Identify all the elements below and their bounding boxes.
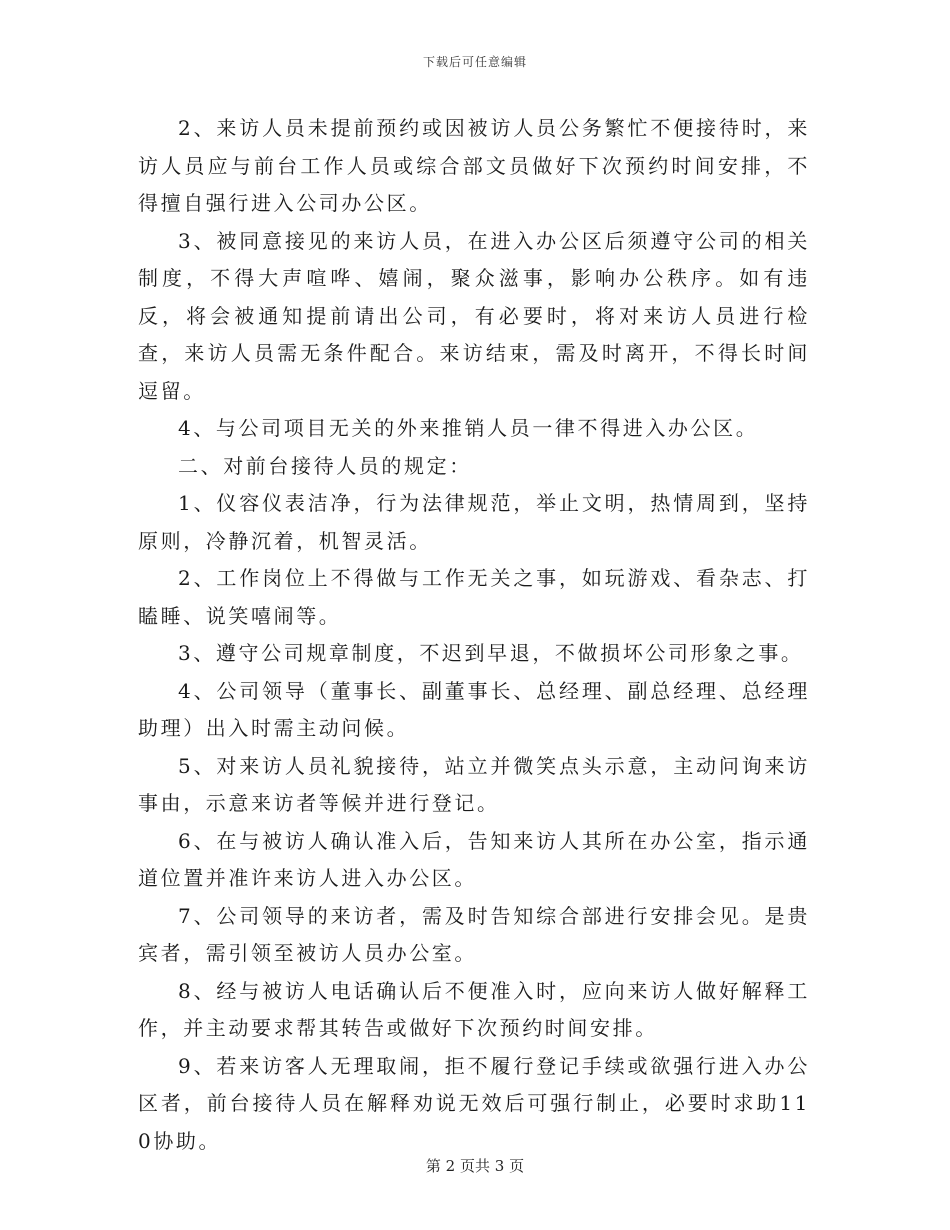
paragraph-rule-unruly-visitors: 9、若来访客人无理取闹，拒不履行登记手续或欲强行进入办公区者，前台接待人员在解释劝说无效后可强行制止，必要时求助110协助。	[138, 1053, 810, 1153]
section-heading-reception-rules: 二、对前台接待人员的规定：	[178, 453, 472, 478]
paragraph-rule-greet-leaders: 4、公司领导（董事长、副董事长、总经理、副总经理、总经理助理）出入时需主动问候。	[138, 678, 810, 740]
paragraph-visitor-no-appointment: 2、来访人员未提前预约或因被访人员公务繁忙不便接待时，来访人员应与前台工作人员或综合部文员做好下次预约时间安排，不得擅自强行进入公司办公区。	[138, 116, 810, 215]
paragraph-rule-entry-denied: 8、经与被访人电话确认后不便准入时，应向来访人做好解释工作，并主动要求帮其转告或做好下次预约时间安排。	[138, 978, 810, 1040]
paragraph-rule-courteous-reception: 5、对来访人员礼貌接待，站立并微笑点头示意，主动问询来访事由，示意来访者等候并进行登记。	[138, 753, 810, 815]
paragraph-rule-appearance: 1、仪容仪表洁净，行为法律规范，举止文明，热情周到，坚持原则，冷静沉着，机智灵活。	[138, 491, 810, 553]
paragraph-rule-leader-visitors: 7、公司领导的来访者，需及时告知综合部进行安排会见。是贵宾者，需引领至被访人员办公室。	[138, 903, 810, 965]
paragraph-salespeople: 4、与公司项目无关的外来推销人员一律不得进入办公区。	[178, 416, 759, 440]
page-header: 下载后可任意编辑	[422, 55, 527, 69]
paragraph-rule-no-unrelated-work: 2、工作岗位上不得做与工作无关之事，如玩游戏、看杂志、打瞌睡、说笑嘻闹等。	[138, 566, 810, 628]
document-body	[138, 110, 810, 1160]
paragraph-rule-confirm-entry: 6、在与被访人确认准入后，告知来访人其所在办公室，指示通道位置并准许来访人进入办公区。	[138, 828, 810, 890]
paragraph-rule-regulations: 3、遵守公司规章制度，不迟到早退，不做损坏公司形象之事。	[178, 641, 804, 665]
paragraph-visitor-conduct: 3、被同意接见的来访人员，在进入办公区后须遵守公司的相关制度，不得大声喧哗、嬉闹，聚众滋事，影响办公秩序。如有违反，将会被通知提前请出公司，有必要时，将对来访人员进行检查，来访人员需无条件配合。来访结束，需及时离开，不得长时间逗留。	[138, 228, 810, 403]
page-number: 第 2 页共 3 页	[425, 1157, 525, 1175]
